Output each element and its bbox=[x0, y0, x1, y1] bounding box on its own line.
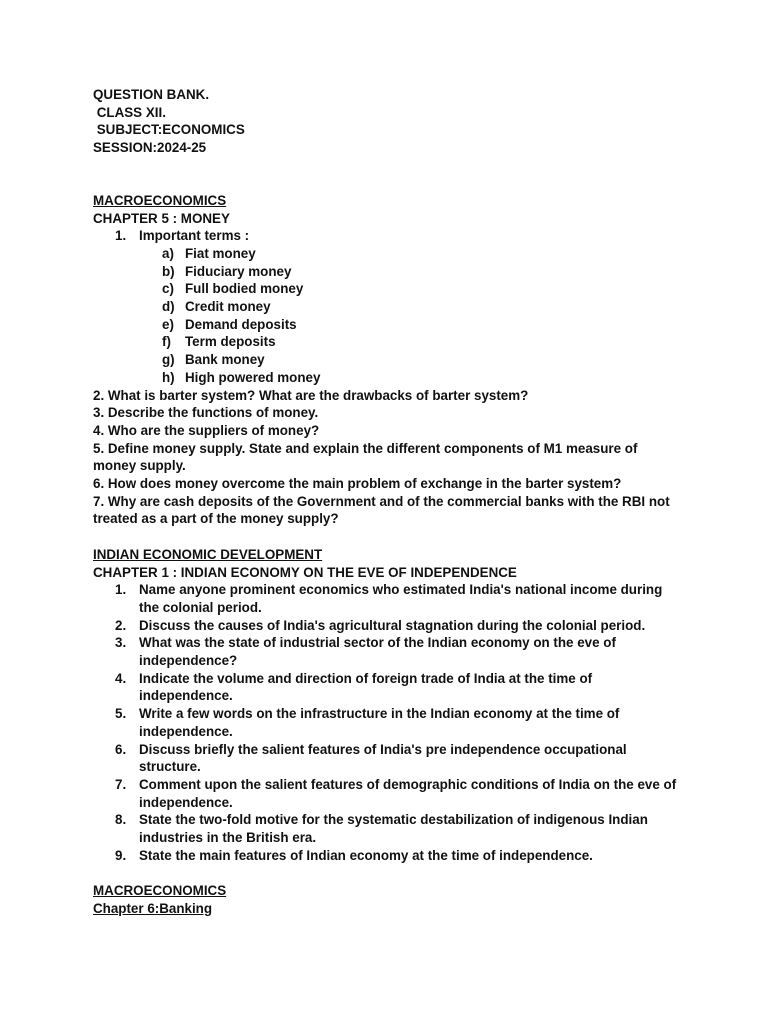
list-letter: b) bbox=[162, 263, 175, 279]
list-text: Term deposits bbox=[185, 334, 276, 350]
list-text: High powered money bbox=[185, 369, 321, 385]
list-text: State the two-fold motive for the systematic destabilization of indigenous Indian industries in the British era. bbox=[139, 812, 648, 846]
list-letter: a) bbox=[162, 245, 174, 261]
list-item bbox=[93, 581, 683, 616]
chapter-heading-money: CHAPTER 5 : MONEY bbox=[93, 210, 230, 226]
list-item bbox=[93, 316, 683, 334]
list-number: 4. bbox=[115, 670, 127, 686]
section-heading-ied: INDIAN ECONOMIC DEVELOPMENT bbox=[93, 546, 323, 562]
list-item bbox=[93, 245, 683, 263]
chapter-heading-independence: CHAPTER 1 : INDIAN ECONOMY ON THE EVE OF INDEPENDENCE bbox=[93, 564, 517, 580]
section-heading-macro: MACROECONOMICS bbox=[93, 192, 227, 208]
list-letter: e) bbox=[162, 316, 174, 332]
list-text: Comment upon the salient features of demographic conditions of India on the eve of independence. bbox=[139, 777, 677, 810]
list-letter: h) bbox=[162, 369, 175, 385]
money-question-5: 5. Define money supply. State and explain the different components of M1 measure of money supply. bbox=[93, 440, 638, 474]
list-number: 8. bbox=[115, 812, 127, 828]
money-question-6: 6. How does money overcome the main problem of exchange in the barter system? bbox=[93, 476, 622, 492]
list-letter: d) bbox=[162, 299, 175, 315]
list-number: 7. bbox=[115, 777, 127, 792]
list-number: 5. bbox=[115, 706, 127, 722]
list-text: Discuss briefly the salient features of India's pre independence occupational structure. bbox=[139, 741, 627, 775]
section-heading-macro-2: MACROECONOMICS bbox=[93, 883, 227, 899]
list-item bbox=[93, 705, 683, 740]
list-letter: g) bbox=[162, 352, 175, 368]
list-letter: c) bbox=[162, 281, 174, 297]
list-item bbox=[93, 351, 683, 369]
list-text: Bank money bbox=[185, 352, 265, 368]
list-text: Discuss the causes of India's agricultural stagnation during the colonial period. bbox=[139, 617, 646, 633]
list-text: Credit money bbox=[185, 299, 271, 315]
list-text: Full bodied money bbox=[185, 281, 304, 297]
list-number: 3. bbox=[115, 635, 127, 651]
money-question-2: 2. What is barter system? What are the drawbacks of barter system? bbox=[93, 387, 529, 403]
list-text: Fiat money bbox=[185, 245, 256, 261]
list-number: 9. bbox=[115, 847, 127, 863]
list-number: 1. bbox=[115, 228, 127, 244]
independence-question-list bbox=[93, 581, 683, 864]
list-item bbox=[93, 227, 683, 245]
list-text: Indicate the volume and direction of foreign trade of India at the time of independence. bbox=[139, 670, 593, 704]
list-item bbox=[93, 811, 683, 846]
list-item bbox=[93, 776, 683, 811]
list-item bbox=[93, 634, 683, 669]
list-letter: f) bbox=[162, 334, 171, 350]
money-q1-list bbox=[93, 227, 683, 245]
money-question-7: 7. Why are cash deposits of the Government and of the commercial banks with the RBI not treated as a part of the money supply? bbox=[93, 493, 670, 527]
list-item bbox=[93, 298, 683, 316]
list-text: Name anyone prominent economics who estimated India's national income during the colonial period. bbox=[139, 582, 663, 615]
list-number: 1. bbox=[115, 582, 127, 598]
list-number: 6. bbox=[115, 741, 127, 757]
list-number: 2. bbox=[115, 617, 127, 633]
list-item bbox=[93, 741, 683, 776]
list-item bbox=[93, 847, 683, 865]
list-item bbox=[93, 617, 683, 635]
money-question-3: 3. Describe the functions of money. bbox=[93, 405, 319, 421]
list-item bbox=[93, 263, 683, 281]
list-text: Important terms : bbox=[139, 228, 250, 244]
doc-title: QUESTION BANK. bbox=[93, 87, 210, 102]
list-item bbox=[93, 333, 683, 351]
chapter-heading-banking: Chapter 6:Banking bbox=[93, 900, 213, 916]
session-line: SESSION:2024-25 bbox=[93, 140, 207, 156]
list-text: Demand deposits bbox=[185, 316, 297, 332]
list-text: Fiduciary money bbox=[185, 263, 292, 279]
important-terms-list bbox=[93, 245, 683, 387]
list-text: What was the state of industrial sector of the Indian economy on the eve of independence? bbox=[139, 635, 616, 669]
subject-line: SUBJECT:ECONOMICS bbox=[93, 122, 245, 138]
class-line: CLASS XII. bbox=[93, 104, 166, 120]
list-item bbox=[93, 280, 683, 298]
list-text: Write a few words on the infrastructure in the Indian economy at the time of independence. bbox=[139, 706, 620, 739]
money-question-4: 4. Who are the suppliers of money? bbox=[93, 422, 320, 438]
document-page bbox=[93, 86, 683, 918]
list-item bbox=[93, 670, 683, 705]
list-item bbox=[93, 369, 683, 387]
list-text: State the main features of Indian economy at the time of independence. bbox=[139, 847, 593, 863]
